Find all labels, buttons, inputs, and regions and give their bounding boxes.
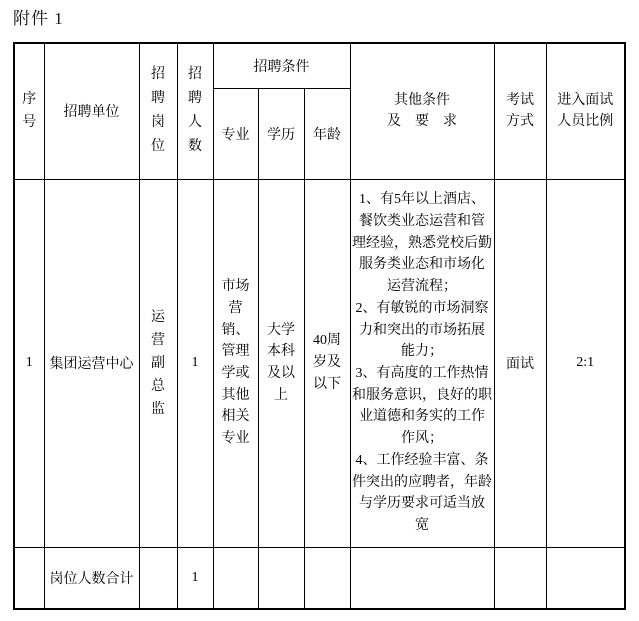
header-recruit-unit: 招聘单位 [44,43,139,179]
header-recruit-conditions: 招聘条件 [213,43,350,88]
total-row [14,547,625,609]
total-exam-empty [494,547,546,609]
header-exam-method: 考试 方式 [494,43,546,179]
total-seq-empty [14,547,44,609]
total-count: 1 [177,547,213,609]
header-education: 学历 [258,88,304,179]
cell-exam-method: 面试 [494,179,546,547]
header-recruit-post: 招 聘 岗 位 [139,43,177,179]
header-recruit-count: 招 聘 人 数 [177,43,213,179]
total-label: 岗位人数合计 [44,547,139,609]
total-ratio-empty [546,547,625,609]
recruitment-table [13,42,626,610]
cell-interview-ratio: 2:1 [546,179,625,547]
cell-seq-no: 1 [14,179,44,547]
total-age-empty [304,547,350,609]
total-education-empty [258,547,304,609]
total-other-empty [350,547,494,609]
cell-major: 市场 营 销、 管理 学或 其他 相关 专业 [213,179,258,547]
header-major: 专业 [213,88,258,179]
cell-recruit-count: 1 [177,179,213,547]
total-post-empty [139,547,177,609]
cell-recruit-unit: 集团运营中心 [44,179,139,547]
cell-education: 大学 本科 及以 上 [258,179,304,547]
attachment-title: 附件 1 [13,9,64,28]
header-other-conditions: 其他条件 及 要 求 [350,43,494,179]
total-major-empty [213,547,258,609]
header-seq-no: 序 号 [14,43,44,179]
header-interview-ratio: 进入面试 人员比例 [546,43,625,179]
cell-age: 40周 岁及 以下 [304,179,350,547]
header-age: 年龄 [304,88,350,179]
table-row [14,179,625,547]
cell-recruit-post: 运 营 副 总 监 [139,179,177,547]
cell-other-conditions: 1、有5年以上酒店、 餐饮类业态运营和管 理经验，熟悉党校后勤 服务类业态和市场化 运营流程； 2、有敏锐的市场洞察 力和突出的市场拓展 能力； 3、有高度的工作热情 和服务意识，良好的职 业道德和务实的工作 作风； 4、工作经验丰富、条 件突出的应聘者，年龄 与学历要求可适当放 宽 [350,179,494,547]
